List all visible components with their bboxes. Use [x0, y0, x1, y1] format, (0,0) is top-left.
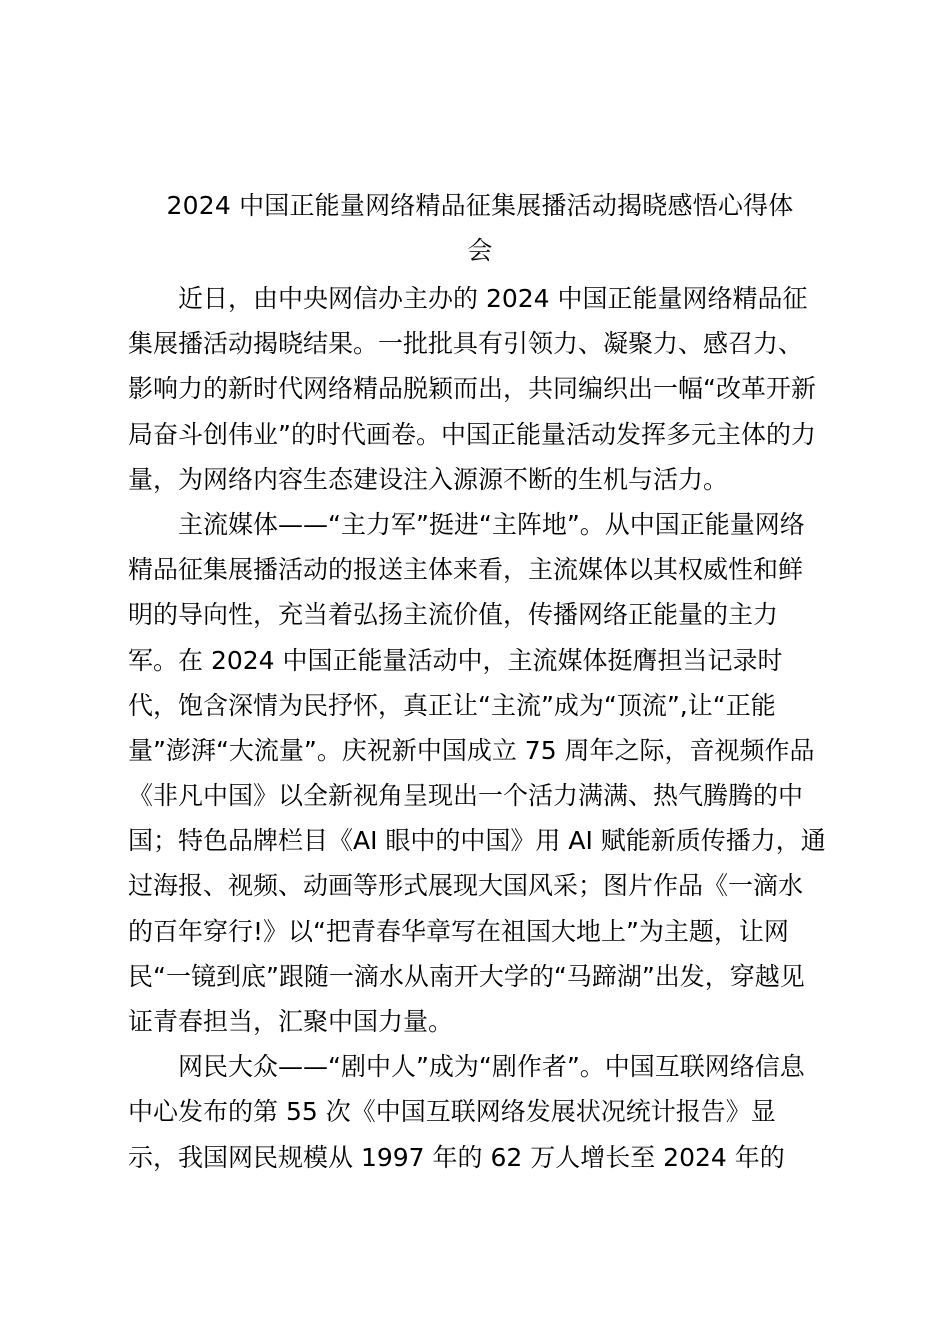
- paragraph: [128, 276, 838, 502]
- document-title: [110, 178, 850, 268]
- paragraph-line: 精品征集展播活动的报送主体来看，主流媒体以其权威性和鲜: [128, 555, 804, 585]
- paragraph-line: 过海报、视频、动画等形式展现大国风采；图片作品《一滴水: [128, 871, 804, 901]
- paragraph-line: 量，为网络内容生态建设注入源源不断的生机与活力。: [128, 464, 729, 494]
- paragraph-line: 局奋斗创伟业”的时代画卷。中国正能量活动发挥多元主体的力: [128, 419, 816, 449]
- paragraph-line: 明的导向性，充当着弘扬主流价值，传播网络正能量的主力: [128, 600, 779, 630]
- paragraph-line: 网民大众——“剧中人”成为“剧作者”。中国互联网络信息: [178, 1052, 805, 1082]
- paragraph-line: 《非凡中国》以全新视角呈现出一个活力满满、热气腾腾的中: [128, 781, 804, 811]
- paragraph: [128, 1044, 838, 1180]
- paragraph-line: 量”澎湃“大流量”。庆祝新中国成立 75 周年之际，音视频作品: [128, 735, 815, 765]
- title-line: 会: [467, 236, 493, 266]
- paragraph-line: 集展播活动揭晓结果。一批批具有引领力、凝聚力、感召力、: [128, 329, 804, 359]
- document-body: [128, 276, 838, 1180]
- paragraph: [128, 502, 838, 1044]
- paragraph-line: 影响力的新时代网络精品脱颖而出，共同编织出一幅“改革开新: [128, 374, 816, 404]
- paragraph-line: 中心发布的第 55 次《中国互联网络发展状况统计报告》显: [128, 1097, 776, 1127]
- paragraph-line: 代，饱含深情为民抒怀，真正让“主流”成为“顶流”,让“正能: [128, 690, 776, 720]
- paragraph-line: 民“一镜到底”跟随一滴水从南开大学的“马蹄湖”出发，穿越见: [128, 961, 805, 991]
- paragraph-line: 的百年穿行!》以“把青春华章写在祖国大地上”为主题，让网: [128, 916, 789, 946]
- paragraph-line: 主流媒体——“主力军”挺进“主阵地”。从中国正能量网络: [178, 509, 805, 539]
- paragraph-line: 军。在 2024 中国正能量活动中，主流媒体挺膺担当记录时: [128, 645, 783, 675]
- title-line: 2024 中国正能量网络精品征集展播活动揭晓感悟心得体: [166, 191, 794, 220]
- paragraph-line: 证青春担当，汇聚中国力量。: [128, 1007, 454, 1036]
- paragraph-line: 近日，由中央网信办主办的 2024 中国正能量网络精品征: [178, 284, 808, 313]
- paragraph-line: 示，我国网民规模从 1997 年的 62 万人增长至 2024 年的: [128, 1142, 785, 1172]
- paragraph-line: 国；特色品牌栏目《AI 眼中的中国》用 AI 赋能新质传播力，通: [128, 826, 826, 856]
